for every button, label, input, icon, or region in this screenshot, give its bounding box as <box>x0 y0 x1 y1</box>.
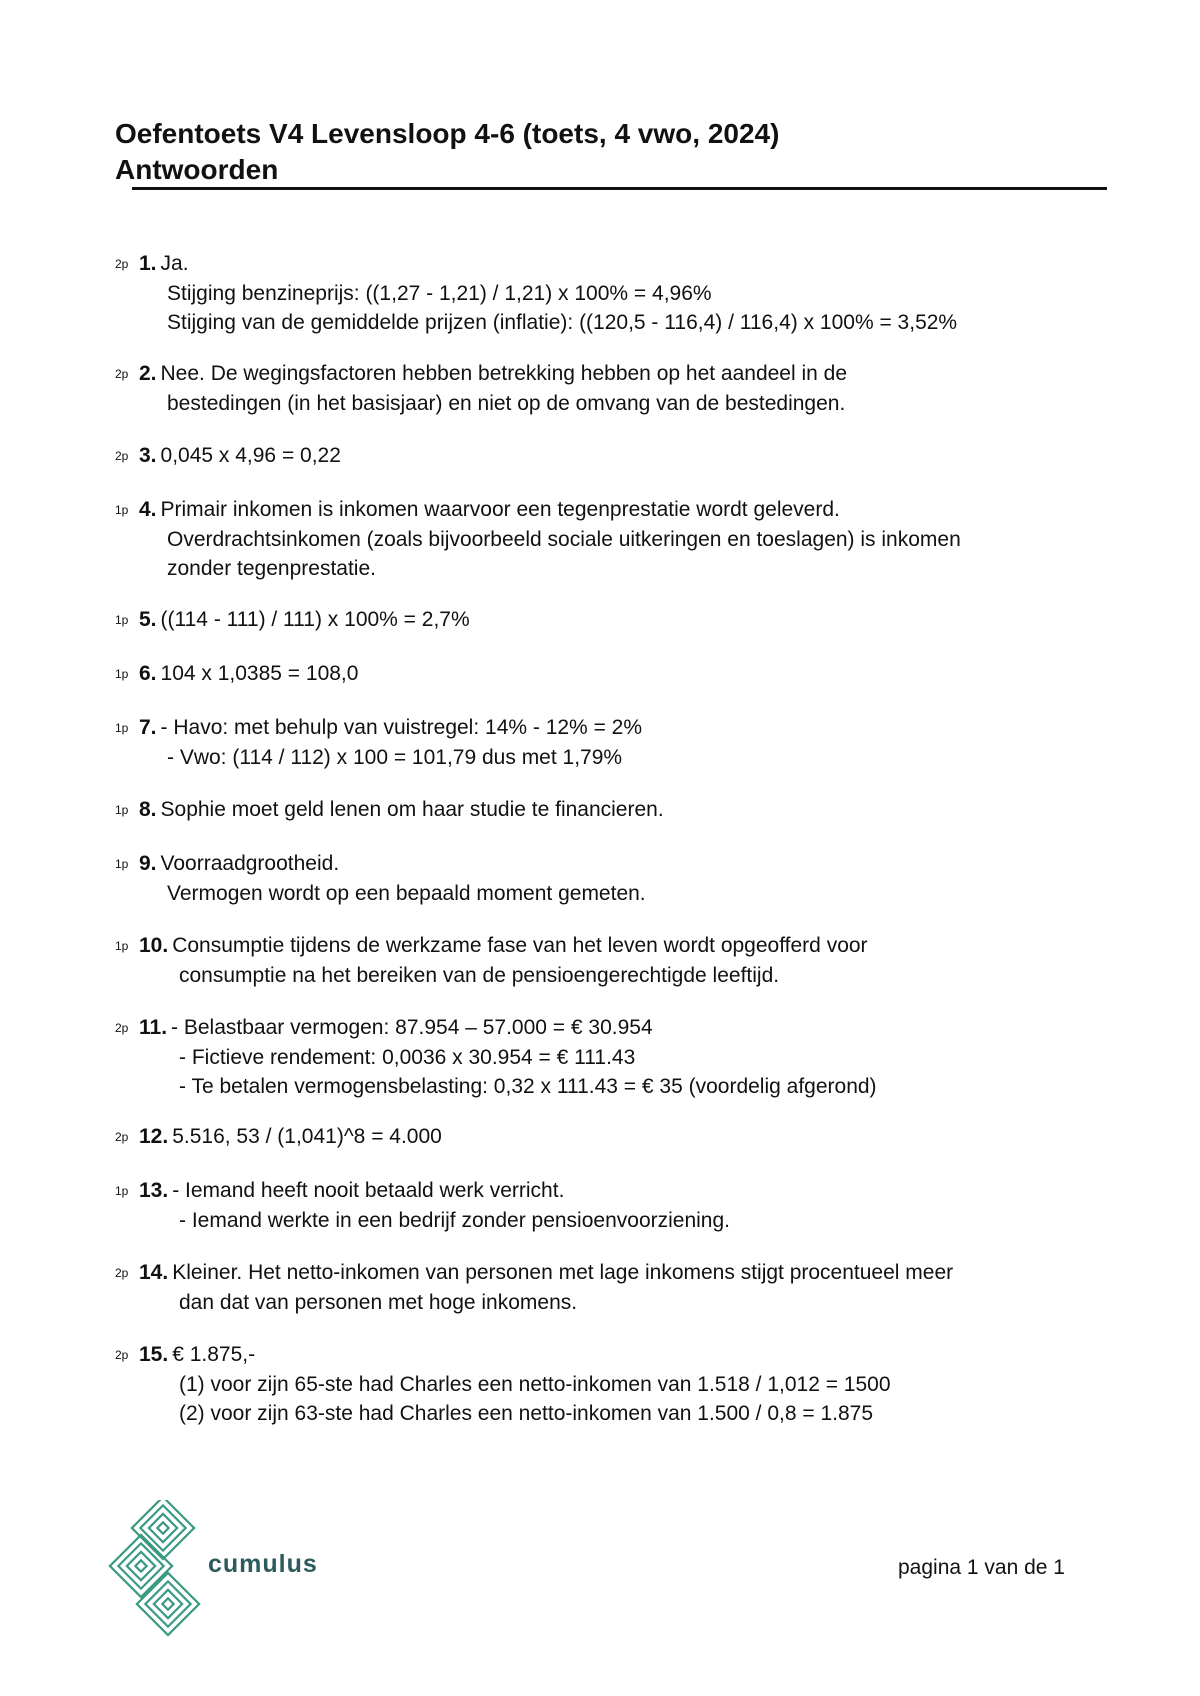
points-label: 1p <box>115 503 129 517</box>
answer-item <box>115 931 868 990</box>
answer-text: 104 x 1,0385 = 108,0 <box>160 662 359 685</box>
answer-item <box>115 1258 953 1317</box>
answer-first-line <box>115 1122 442 1152</box>
question-number: 6. <box>139 662 157 685</box>
question-number: 4. <box>139 498 157 521</box>
answer-text: - Havo: met behulp van vuistregel: 14% - 12% = 2% <box>160 716 643 739</box>
answer-text: € 1.875,- <box>172 1343 256 1366</box>
question-number: 2. <box>139 362 157 385</box>
answer-continuation-line: consumptie na het bereiken van de pensioengerechtigde leeftijd. <box>179 964 780 987</box>
answer-item <box>115 495 961 583</box>
logo-text: cumulus <box>208 1550 318 1578</box>
points-label: 1p <box>115 803 129 817</box>
answer-item <box>115 1340 891 1428</box>
answer-continuation-line: Vermogen wordt op een bepaald moment gemeten. <box>167 882 646 905</box>
answer-item <box>115 249 957 337</box>
answer-item <box>115 795 664 825</box>
title-underline <box>132 187 1107 190</box>
points-label: 1p <box>115 1184 129 1198</box>
answer-continuation-line: zonder tegenprestatie. <box>167 557 376 580</box>
answer-text: Voorraadgrootheid. <box>160 852 340 875</box>
answer-first-line <box>115 849 646 879</box>
answer-text: 0,045 x 4,96 = 0,22 <box>160 444 341 467</box>
answer-first-line <box>115 1340 891 1370</box>
answer-continuation-line: - Vwo: (114 / 112) x 100 = 101,79 dus met 1,79% <box>167 746 623 769</box>
answer-first-line <box>115 1013 877 1043</box>
question-number: 10. <box>139 934 169 957</box>
answer-continuation-line: Stijging van de gemiddelde prijzen (inflatie): ((120,5 - 116,4) / 116,4) x 100% = 3,52% <box>167 311 958 334</box>
answer-first-line <box>115 359 847 389</box>
answer-first-line <box>115 1258 953 1288</box>
answer-text: ((114 - 111) / 111) x 100% = 2,7% <box>160 608 470 631</box>
document-title <box>115 116 779 188</box>
question-number: 11. <box>139 1016 168 1039</box>
answer-first-line <box>115 1176 730 1206</box>
answer-item <box>115 659 358 689</box>
answer-text: 5.516, 53 / (1,041)^8 = 4.000 <box>172 1125 442 1148</box>
answer-item <box>115 713 642 772</box>
answer-continuation-line: - Iemand werkte in een bedrijf zonder pensioenvoorziening. <box>179 1209 730 1232</box>
answer-text: - Belastbaar vermogen: 87.954 – 57.000 = € 30.954 <box>171 1016 653 1039</box>
points-label: 1p <box>115 939 129 953</box>
answer-continuation-line: dan dat van personen met hoge inkomens. <box>179 1291 578 1314</box>
points-label: 2p <box>115 1021 129 1035</box>
answer-item <box>115 849 646 908</box>
answer-continuation-line: - Fictieve rendement: 0,0036 x 30.954 = € 111.43 <box>179 1046 636 1069</box>
answer-first-line <box>115 495 961 525</box>
answer-continuation-line: Stijging benzineprijs: ((1,27 - 1,21) / 1,21) x 100% = 4,96% <box>167 282 712 305</box>
points-label: 2p <box>115 449 129 463</box>
question-number: 15. <box>139 1343 169 1366</box>
answer-item <box>115 359 847 418</box>
answer-item <box>115 1122 442 1152</box>
points-label: 2p <box>115 367 129 381</box>
answer-text: Sophie moet geld lenen om haar studie te financieren. <box>160 798 664 821</box>
answer-item <box>115 605 470 635</box>
answer-continuation-line: (1) voor zijn 65-ste had Charles een netto-inkomen van 1.518 / 1,012 = 1500 <box>179 1373 891 1396</box>
points-label: 1p <box>115 667 129 681</box>
answer-first-line <box>115 659 358 689</box>
answer-continuation-line: (2) voor zijn 63-ste had Charles een netto-inkomen van 1.500 / 0,8 = 1.875 <box>179 1402 874 1425</box>
question-number: 12. <box>139 1125 169 1148</box>
answer-text: - Iemand heeft nooit betaald werk verricht. <box>172 1179 565 1202</box>
page-number: pagina 1 van de 1 <box>898 1556 1065 1579</box>
question-number: 13. <box>139 1179 169 1202</box>
points-label: 2p <box>115 1348 129 1362</box>
question-number: 1. <box>139 252 157 275</box>
answer-first-line <box>115 795 664 825</box>
question-number: 8. <box>139 798 157 821</box>
answer-continuation-line: bestedingen (in het basisjaar) en niet op de omvang van de bestedingen. <box>167 392 846 415</box>
answer-first-line <box>115 931 868 961</box>
points-label: 2p <box>115 257 129 271</box>
answer-first-line <box>115 441 341 471</box>
question-number: 14. <box>139 1261 169 1284</box>
question-number: 3. <box>139 444 157 467</box>
answer-first-line <box>115 605 470 635</box>
points-label: 1p <box>115 721 129 735</box>
points-label: 1p <box>115 857 129 871</box>
question-number: 9. <box>139 852 157 875</box>
points-label: 2p <box>115 1130 129 1144</box>
answer-text: Ja. <box>160 252 189 275</box>
answer-text: Kleiner. Het netto-inkomen van personen met lage inkomens stijgt procentueel meer <box>172 1261 954 1284</box>
answer-continuation-line: Overdrachtsinkomen (zoals bijvoorbeeld sociale uitkeringen en toeslagen) is inkomen <box>167 528 961 551</box>
answer-item <box>115 1013 877 1101</box>
answer-item <box>115 441 341 471</box>
answer-text: Consumptie tijdens de werkzame fase van het leven wordt opgeofferd voor <box>172 934 868 957</box>
answer-first-line <box>115 713 642 743</box>
question-number: 5. <box>139 608 157 631</box>
answer-first-line <box>115 249 957 279</box>
answer-continuation-line: - Te betalen vermogensbelasting: 0,32 x 111.43 = € 35 (voordelig afgerond) <box>179 1075 877 1098</box>
points-label: 1p <box>115 613 129 627</box>
answer-text: Nee. De wegingsfactoren hebben betrekking hebben op het aandeel in de <box>160 362 848 385</box>
answer-item <box>115 1176 730 1235</box>
points-label: 2p <box>115 1266 129 1280</box>
title-line-2: Antwoorden <box>115 154 279 185</box>
answer-text: Primair inkomen is inkomen waarvoor een tegenprestatie wordt geleverd. <box>160 498 840 521</box>
title-line-1: Oefentoets V4 Levensloop 4-6 (toets, 4 vwo, 2024) <box>115 118 780 149</box>
question-number: 7. <box>139 716 157 739</box>
